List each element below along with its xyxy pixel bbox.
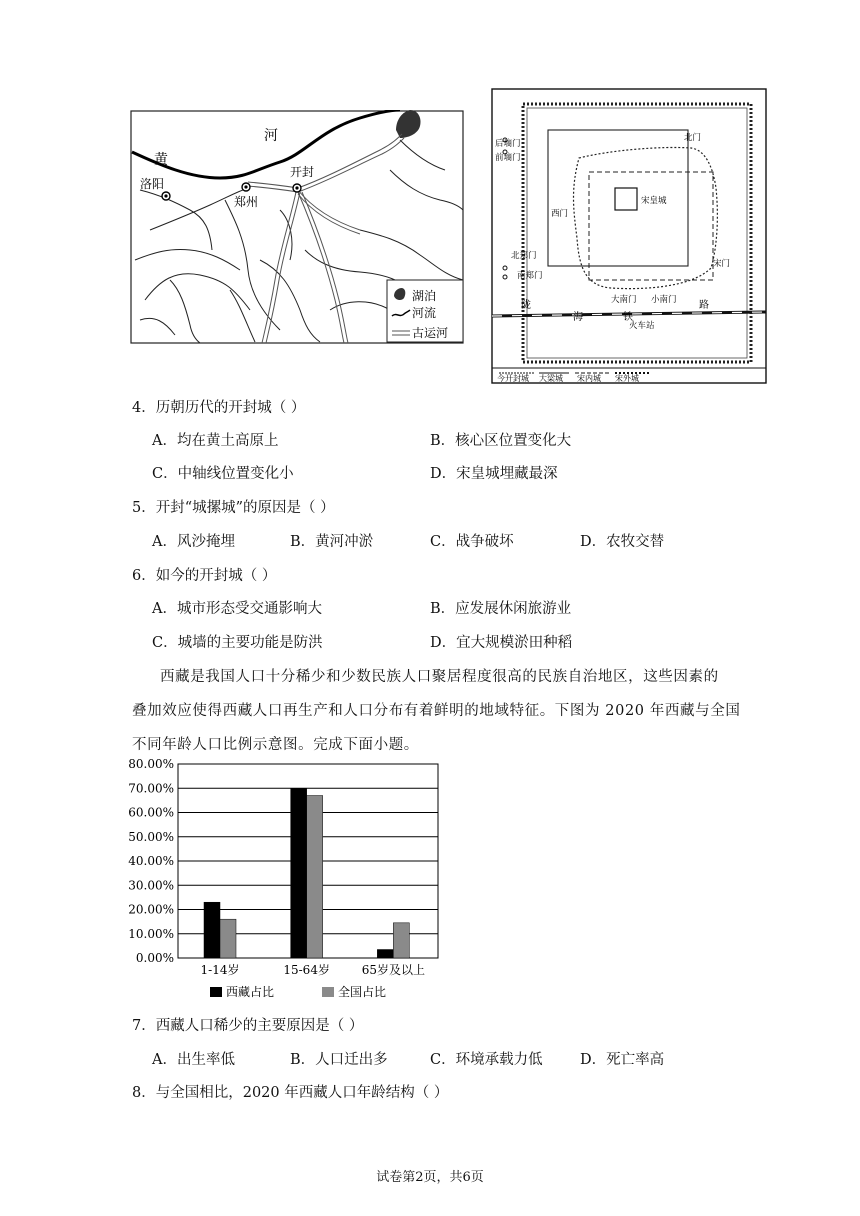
question-4-option-a: A．均在黄土高原上 [152, 433, 279, 449]
map-legend [387, 280, 463, 342]
bar-national-1 [307, 796, 323, 958]
label-rail-hai: 海 [573, 312, 583, 323]
question-6-option-c: C．城墙的主要功能是防洪 [152, 635, 323, 651]
passage-line-3: 不同年龄人口比例示意图。完成下面小题。 [132, 737, 419, 753]
question-6-option-a: A．城市形态受交通影响大 [152, 601, 322, 617]
label-kaifeng: 开封 [290, 165, 315, 179]
legend-daliang-city: 大梁城 [539, 374, 563, 383]
legend-modern-city: 今开封城 [497, 374, 529, 383]
kaifeng-region-map [130, 110, 464, 344]
population-age-chart [120, 758, 460, 1010]
y-tick-label: 60.00% [128, 805, 174, 820]
label-da-nan-gate: 大南门 [611, 295, 637, 305]
bar-national-0 [220, 919, 236, 958]
question-6-option-d: D．宜大规模淤田种稻 [430, 635, 573, 651]
legend-swatch [210, 987, 222, 997]
question-4-option-b: B．核心区位置变化大 [430, 433, 572, 449]
label-west-gate: 西门 [551, 209, 569, 219]
y-tick-label: 50.00% [128, 829, 174, 844]
question-5-stem: 5．开封“城摞城”的原因是（ ） [132, 500, 335, 516]
question-5-option-d: D．农牧交替 [580, 534, 665, 550]
x-tick-label: 15-64岁 [283, 963, 330, 977]
x-tick-label: 1-14岁 [200, 963, 240, 977]
question-5-option-b: B．黄河冲淤 [290, 534, 374, 550]
legend-lake: 湖泊 [412, 289, 437, 303]
page-footer: 试卷第2页，共6页 [376, 1170, 484, 1185]
bar-tibet-0 [204, 902, 220, 958]
label-luoyang: 洛阳 [140, 177, 165, 191]
label-qianzhou-gate: 前墒门 [495, 153, 521, 163]
legend-song-inner-city: 宋内城 [577, 374, 601, 383]
label-north-gate: 北门 [684, 133, 702, 143]
label-houzhou-gate: 后墒门 [495, 139, 521, 149]
label-rail-tie: 铁 [623, 312, 633, 323]
question-4-option-c: C．中轴线位置变化小 [152, 466, 294, 482]
question-7-option-a: A．出生率低 [152, 1052, 235, 1068]
kaifeng-city-walls-map [491, 88, 767, 384]
label-huang: 黄 [154, 152, 168, 168]
label-xiao-nan-gate: 小南门 [651, 295, 677, 305]
question-4-option-d: D．宋皇城埋藏最深 [430, 466, 558, 482]
question-7-option-c: C．环境承载力低 [430, 1052, 543, 1068]
legend-canal: 古运河 [412, 326, 449, 340]
bar-national-2 [393, 923, 409, 958]
label-south-zheng-gate: 南郑门 [517, 271, 543, 281]
y-tick-label: 70.00% [128, 781, 174, 796]
legend-label: 西藏占比 [226, 985, 275, 999]
bar-tibet-1 [291, 788, 307, 958]
label-north-zheng-gate: 北郑门 [511, 251, 537, 261]
bar-tibet-2 [377, 950, 393, 958]
y-tick-label: 20.00% [128, 902, 174, 917]
question-4-stem: 4．历朝历代的开封城（ ） [132, 400, 306, 416]
x-tick-label: 65岁及以上 [361, 963, 425, 977]
y-tick-label: 10.00% [128, 926, 174, 941]
label-rail-lu: 路 [699, 300, 709, 311]
question-6-stem: 6．如今的开封城（ ） [132, 568, 277, 584]
legend-label: 全国占比 [338, 985, 387, 999]
y-tick-label: 30.00% [128, 878, 174, 893]
question-5-option-c: C．战争破坏 [430, 534, 514, 550]
label-train-station: 火车站 [629, 321, 655, 331]
question-5-option-a: A．风沙掩埋 [152, 534, 235, 550]
label-song-palace: 宋皇城 [641, 196, 667, 206]
y-tick-label: 40.00% [128, 854, 174, 868]
label-zhengzhou: 郑州 [234, 195, 259, 209]
label-song-gate: 宋门 [713, 259, 731, 269]
passage-line-1: 西藏是我国人口十分稀少和少数民族人口聚居程度很高的民族自治地区，这些因素的 [160, 669, 719, 685]
legend-song-outer-city: 宋外城 [615, 374, 639, 383]
label-he: 河 [264, 128, 278, 144]
passage-line-2: 叠加效应使得西藏人口再生产和人口分布有着鲜明的地域特征。下图为 2020 年西藏与全国 [132, 703, 741, 719]
y-tick-label: 0.00% [135, 951, 174, 965]
legend-river: 河流 [412, 306, 437, 320]
question-7-stem: 7．西藏人口稀少的主要原因是（ ） [132, 1018, 364, 1034]
legend-swatch [322, 987, 334, 997]
question-7-option-d: D．死亡率高 [580, 1052, 665, 1068]
label-rail-long: 陇 [521, 300, 531, 311]
y-tick-label: 80.00% [128, 758, 174, 771]
question-7-option-b: B．人口迁出多 [290, 1052, 388, 1068]
question-8-stem: 8．与全国相比，2020 年西藏人口年龄结构（ ） [132, 1085, 449, 1101]
question-6-option-b: B．应发展休闲旅游业 [430, 601, 572, 617]
